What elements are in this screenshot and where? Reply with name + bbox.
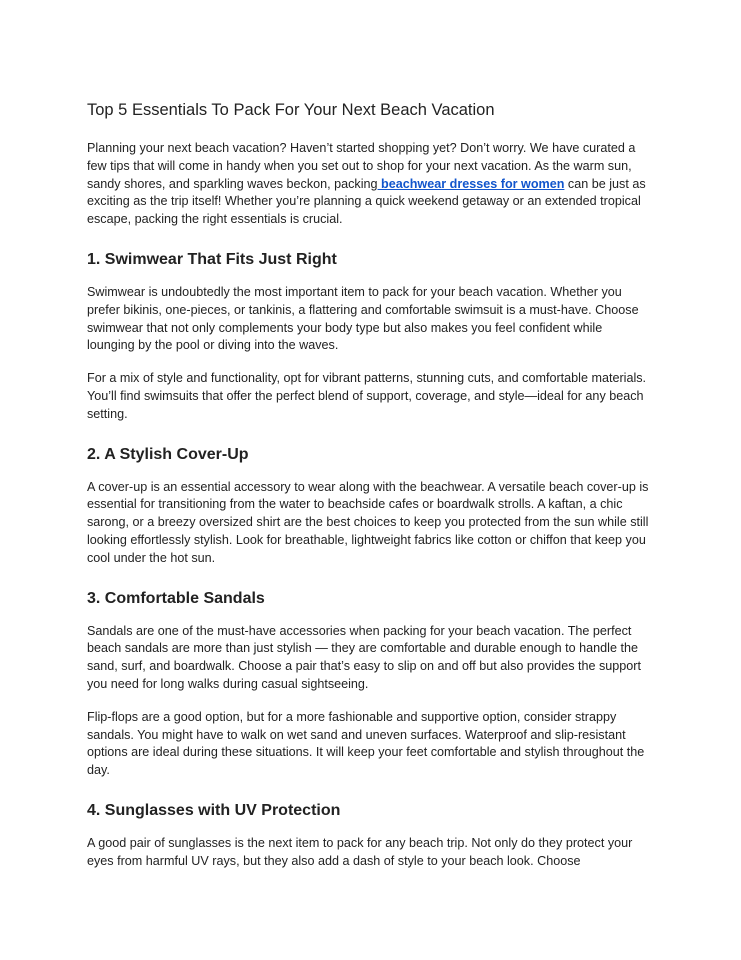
section-sandals (87, 588, 652, 780)
page-title: Top 5 Essentials To Pack For Your Next Beach Vacation (87, 101, 495, 119)
intro-paragraph (87, 140, 652, 229)
document-page (87, 98, 652, 886)
section-heading: 2. A Stylish Cover-Up (87, 445, 249, 463)
section-paragraph: Flip-flops are a good option, but for a more fashionable and supportive option, consider strappy sandals. You might have to walk on wet sand and uneven surfaces. Waterproof and slip-resistant options are ideal during these situations. It will keep your feet comfortable and stylish throughout the day. (87, 709, 645, 778)
beachwear-dresses-link[interactable]: beachwear dresses for women (377, 176, 565, 191)
section-heading: 1. Swimwear That Fits Just Right (87, 250, 337, 268)
section-paragraph: Sandals are one of the must-have accessories when packing for your beach vacation. The perfect beach sandals are more than just stylish — they are comfortable and durable enough to handle the sand, surf, and boardwalk. Choose a pair that’s easy to slip on and off but also provides the support you need for long walks during casual sightseeing. (87, 623, 642, 691)
section-paragraph: For a mix of style and functionality, opt for vibrant patterns, stunning cuts, and comfortable materials. You’ll find swimsuits that offer the perfect blend of support, coverage, and style—ideal for any beach setting. (87, 371, 647, 421)
intro-text-after-link: can be just as exciting as the trip itself! Whether you’re planning a quick weekend getaway or an extended tropical escape, packing the right essentials is crucial. (87, 176, 646, 227)
section-swimwear (87, 249, 652, 424)
section-paragraph: A good pair of sunglasses is the next item to pack for any beach trip. Not only do they protect your eyes from harmful UV rays, but they also add a dash of style to your beach look. Choose (87, 835, 633, 868)
intro-text-before-link: Planning your next beach vacation? Haven’t started shopping yet? Don’t worry. We have curated a few tips that will come in handy when you set out to shop for your next vacation. As the warm sun, sandy shores, and sparkling waves beckon, packing (87, 141, 636, 191)
section-heading: 3. Comfortable Sandals (87, 589, 265, 607)
section-heading: 4. Sunglasses with UV Protection (87, 801, 341, 819)
section-paragraph: A cover-up is an essential accessory to wear along with the beachwear. A versatile beach cover-up is essential for transitioning from the water to beachside cafes or boardwalk strolls. A kaftan, a chic sarong, or a breezy oversized shirt are the best choices to keep you protected from the sun while still looking effortlessly stylish. Look for breathable, lightweight fabrics like cotton or chiffon that keep you cool under the hot sun. (87, 479, 649, 565)
section-sunglasses (87, 800, 652, 871)
section-paragraph: Swimwear is undoubtedly the most important item to pack for your beach vacation. Whether you prefer bikinis, one-pieces, or tankinis, a flattering and comfortable swimsuit is a must-have. Choose swimwear that not only complements your body type but also makes you feel confident while lounging by the pool or diving into the waves. (87, 284, 639, 353)
section-cover-up (87, 444, 652, 568)
